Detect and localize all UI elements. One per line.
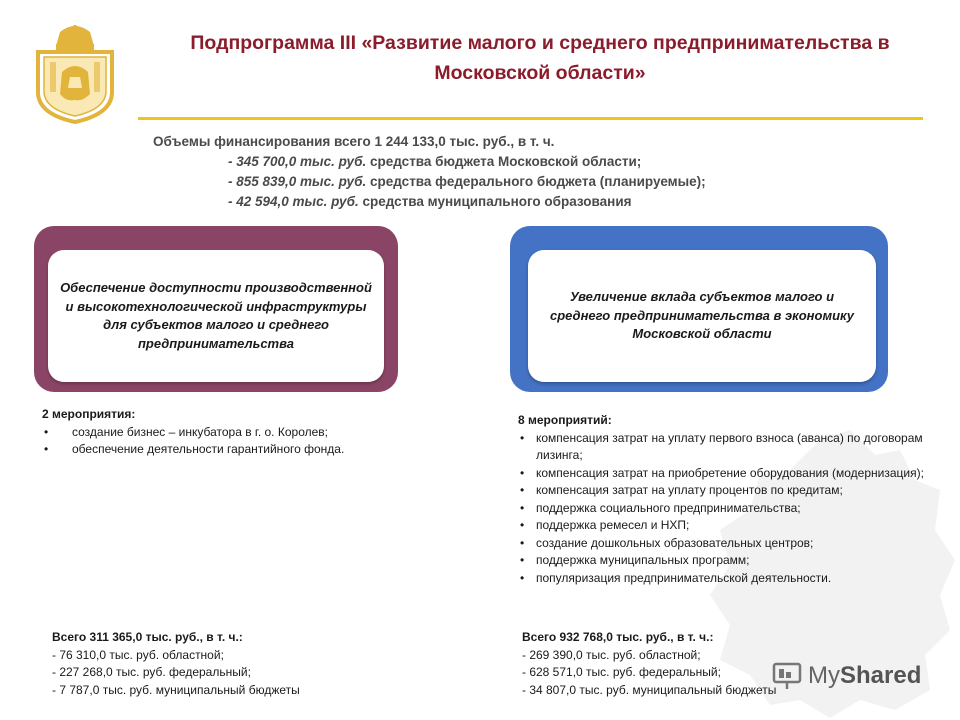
funding-text: средства муниципального образования [358, 194, 632, 209]
goal-box-text: Увеличение вклада субъектов малого и среднего предпринимательства в экономику Московской области [528, 250, 876, 382]
funding-amount: - 42 594,0 тыс. руб. [228, 194, 359, 209]
funding-summary [153, 132, 853, 212]
funding-item [153, 192, 853, 212]
totals-header: Всего 932 768,0 тыс. руб., в т. ч.: [522, 630, 714, 644]
goal-box-economy [510, 226, 888, 392]
funding-text: средства федерального бюджета (планируемые); [366, 174, 706, 189]
goal-box-infrastructure [34, 226, 398, 392]
title-line-2: Московской области» [434, 62, 646, 84]
events-header: 8 мероприятий: [518, 413, 612, 427]
funding-text: средства бюджета Московской области; [366, 154, 642, 169]
totals-line: - 76 310,0 тыс. руб. областной; [52, 647, 224, 662]
list-item: • создание бизнес – инкубатора в г. о. Королев; [42, 424, 422, 442]
title-divider [138, 117, 923, 120]
funding-amount: - 345 700,0 тыс. руб. [228, 154, 367, 169]
totals-line: - 269 390,0 тыс. руб. областной; [522, 647, 701, 662]
totals-line: - 7 787,0 тыс. руб. муниципальный бюджеты [52, 682, 300, 697]
title-line-1: Подпрограмма III «Развитие малого и среднего предпринимательства в [190, 32, 890, 54]
myshared-label [808, 662, 921, 690]
brand-my: My [808, 662, 840, 689]
list-item: • компенсация затрат на уплату первого взноса (аванса) по договорам лизинга; [518, 430, 928, 465]
goal-box-text: Обеспечение доступности производственной и высокотехнологической инфраструктуры для субъектов малого и среднего предпринимательства [48, 250, 384, 382]
totals-line: - 628 571,0 тыс. руб. федеральный; [522, 665, 721, 679]
funding-intro: Объемы финансирования всего 1 244 133,0 тыс. руб., в т. ч. [153, 134, 555, 149]
totals-line: - 34 807,0 тыс. руб. муниципальный бюджеты [522, 682, 777, 697]
funding-item [153, 172, 853, 192]
presentation-board-icon [772, 662, 802, 690]
totals-line: - 227 268,0 тыс. руб. федеральный; [52, 665, 251, 679]
funding-item [153, 152, 853, 172]
list-item: • компенсация затрат на приобретение оборудования (модернизация); [518, 465, 928, 483]
events-list-right [518, 412, 928, 587]
brand-shared: Shared [840, 662, 922, 689]
list-item: • поддержка социального предпринимательства; [518, 500, 928, 518]
list-item: • компенсация затрат на уплату процентов по кредитам; [518, 482, 928, 500]
list-item: • поддержка ремесел и НХП; [518, 517, 928, 535]
funding-amount: - 855 839,0 тыс. руб. [228, 174, 367, 189]
list-item: • популяризация предпринимательской деятельности. [518, 570, 928, 588]
page-title [150, 28, 930, 88]
totals-left [52, 629, 412, 699]
events-header: 2 мероприятия: [42, 407, 136, 421]
list-item: • создание дошкольных образовательных центров; [518, 535, 928, 553]
list-item: • поддержка муниципальных программ; [518, 552, 928, 570]
events-list-left [42, 406, 422, 459]
myshared-watermark [772, 658, 932, 694]
totals-header: Всего 311 365,0 тыс. руб., в т. ч.: [52, 630, 243, 644]
list-item: • обеспечение деятельности гарантийного фонда. [42, 441, 422, 459]
coat-of-arms-logo [30, 22, 120, 124]
